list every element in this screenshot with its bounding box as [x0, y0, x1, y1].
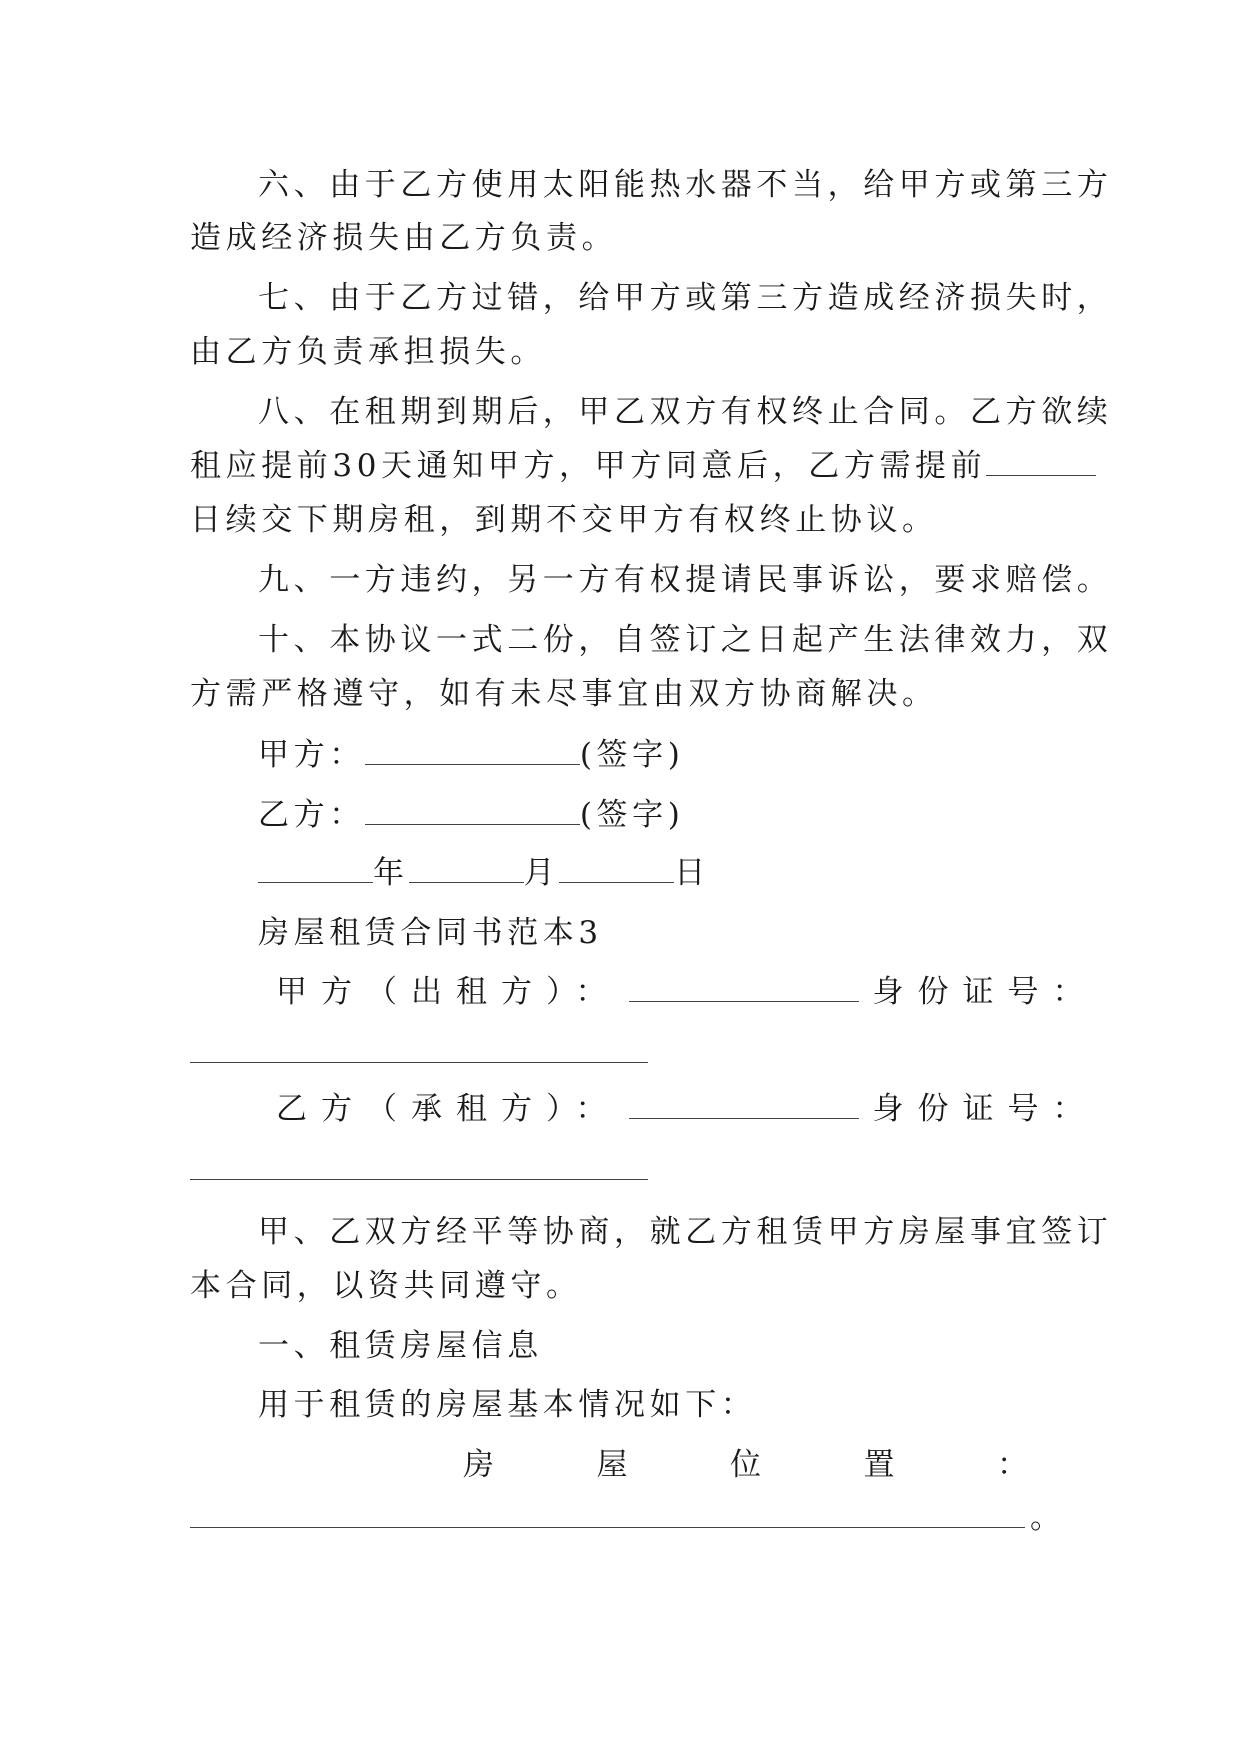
clause-9-line: 九、一方违约，另一方有权提请民事诉讼，要求赔偿。: [258, 562, 1113, 598]
lessor-id-label: 身份证号：: [872, 974, 1098, 1010]
party-a-signature-blank: [365, 736, 580, 765]
party-a-sign-note: (签字): [579, 737, 685, 773]
clause-7-line-1: 七、由于乙方过错，给甲方或第三方造成经济损失时，: [258, 280, 1113, 316]
basic-info-line: 用于租赁的房屋基本情况如下：: [258, 1387, 757, 1423]
month-blank: [409, 854, 524, 883]
year-label: 年: [373, 855, 409, 891]
section-heading-1: 一、租赁房屋信息: [258, 1328, 543, 1364]
lessor-id-blank: [190, 1062, 648, 1063]
clause-8-line-2: [190, 446, 1060, 486]
intro-line-2: 本合同，以资共同遵守。: [190, 1268, 582, 1304]
clause-7-line-2: 由乙方负责承担损失。: [190, 334, 546, 370]
party-b-label: 乙方：: [258, 797, 365, 833]
party-b-sign-note: (签字): [579, 797, 685, 833]
renewal-days-blank: [986, 447, 1096, 476]
clause-6-line-2: 造成经济损失由乙方负责。: [190, 220, 618, 256]
party-b-signature-blank: [365, 796, 580, 825]
party-a-label: 甲方：: [258, 737, 365, 773]
party-b-signature: [258, 795, 1128, 835]
lessee-id-label: 身份证号：: [872, 1091, 1098, 1127]
clause-8-line-1: 八、在租期到期后，甲乙双方有权终止合同。乙方欲续: [258, 394, 1113, 430]
lessor-line: [276, 972, 1098, 1012]
clause-10-line-2: 方需严格遵守，如有未尽事宜由双方协商解决。: [190, 676, 938, 712]
lessee-name-blank: [629, 1090, 859, 1119]
lessee-label: 乙方（承租方）：: [276, 1091, 621, 1127]
party-a-signature: [258, 735, 1128, 775]
house-location-blank: [190, 1527, 1025, 1528]
year-blank: [258, 854, 373, 883]
house-location-label: 房屋位置：: [463, 1447, 1028, 1483]
lessor-label: 甲方（出租方）：: [276, 974, 621, 1010]
lessee-line: [276, 1089, 1098, 1129]
intro-line-1: 甲、乙双方经平等协商，就乙方租赁甲方房屋事宜签订: [258, 1214, 1113, 1250]
clause-8-text: 租应提前30天通知甲方，甲方同意后，乙方需提前: [190, 448, 987, 484]
section-3-title: 房屋租赁合同书范本3: [258, 915, 603, 951]
clause-6-line-1: 六、由于乙方使用太阳能热水器不当，给甲方或第三方: [258, 167, 1113, 203]
day-blank: [559, 854, 674, 883]
day-label: 日: [674, 855, 710, 891]
date-line: [258, 853, 1128, 893]
lessee-id-blank: [190, 1179, 648, 1180]
lessor-name-blank: [629, 973, 859, 1002]
month-label: 月: [523, 855, 560, 891]
clause-8-line-3: 日续交下期房租，到期不交甲方有权终止协议。: [190, 502, 938, 538]
clause-10-line-1: 十、本协议一式二份，自签订之日起产生法律效力，双: [258, 622, 1113, 658]
location-period: 。: [1030, 1500, 1066, 1536]
